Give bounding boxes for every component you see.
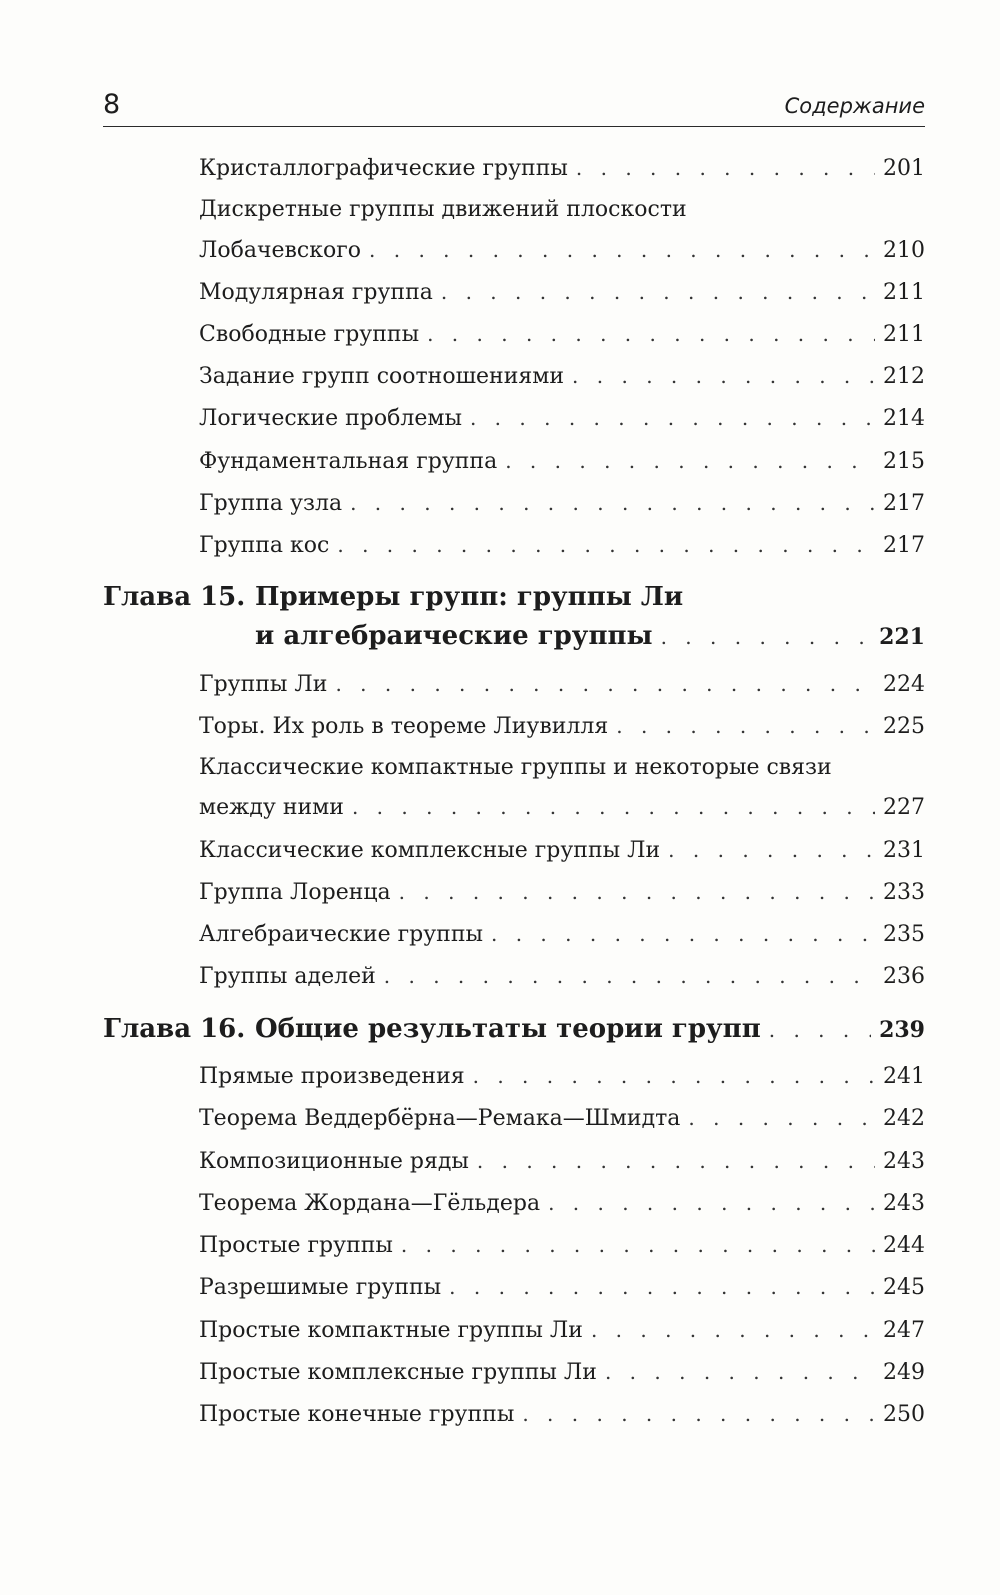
toc-entry-title: Свободные группы	[199, 322, 420, 347]
toc-entry[interactable]	[199, 404, 925, 433]
leader-dots	[399, 878, 875, 906]
toc-entry[interactable]	[199, 320, 925, 349]
leader-dots	[576, 154, 875, 182]
toc-entry[interactable]	[199, 1231, 925, 1260]
toc-entry-page: 243	[883, 1191, 925, 1216]
page-number: 8	[103, 89, 121, 120]
toc-entry-page: 244	[883, 1233, 925, 1258]
toc-entry-page: 235	[883, 922, 925, 947]
leader-dots	[616, 712, 875, 740]
page-header	[103, 82, 925, 127]
toc-entry-title: Фундаментальная группа	[199, 449, 498, 474]
leader-dots	[477, 1147, 875, 1175]
toc-entry[interactable]	[199, 489, 925, 518]
chapter-title-line2: и алгебраические группы	[255, 621, 653, 651]
chapter-entry[interactable]	[255, 1012, 925, 1047]
leader-dots	[441, 278, 875, 306]
toc-entry[interactable]	[199, 1358, 925, 1387]
toc-entry[interactable]	[199, 236, 925, 265]
toc-entry-page: 231	[883, 838, 925, 863]
toc-entry-page: 211	[883, 322, 925, 347]
toc-entry-title: между ними	[199, 795, 344, 820]
chapter-title: Общие результаты теории групп	[255, 1014, 761, 1044]
toc-entry-page: 217	[883, 491, 925, 516]
toc-entry-title: Логические проблемы	[199, 406, 462, 431]
toc-entry-page: 245	[883, 1275, 925, 1300]
toc-entry-page: 243	[883, 1149, 925, 1174]
toc-entry[interactable]	[199, 531, 925, 560]
toc-entry-page: 211	[883, 280, 925, 305]
leader-dots	[769, 1013, 871, 1047]
toc-entry-page: 250	[883, 1402, 925, 1427]
leader-dots	[505, 447, 875, 475]
toc-entry-page: 201	[883, 156, 925, 181]
leader-dots	[335, 670, 875, 698]
toc-entry[interactable]	[199, 1273, 925, 1302]
toc-entry-title: Простые компактные группы Ли	[199, 1318, 583, 1343]
toc-entry[interactable]	[199, 1104, 925, 1133]
leader-dots	[401, 1231, 875, 1259]
toc-entry[interactable]	[199, 836, 925, 865]
toc-entry-title: Простые конечные группы	[199, 1402, 515, 1427]
toc-entry[interactable]	[199, 712, 925, 741]
toc-entry-title: Группа Лоренца	[199, 880, 391, 905]
toc-entry-page: 249	[883, 1360, 925, 1385]
toc-entry-title: Прямые произведения	[199, 1064, 465, 1089]
leader-dots	[384, 962, 875, 990]
chapter-label: Глава 16.	[103, 1014, 246, 1044]
running-title: Содержание	[784, 94, 925, 118]
toc-entry-page: 210	[883, 238, 925, 263]
leader-dots	[491, 920, 875, 948]
leader-dots	[688, 1104, 875, 1132]
toc-entry-title: Простые группы	[199, 1233, 393, 1258]
toc-entry[interactable]	[199, 1189, 925, 1218]
toc-entry-page: 217	[883, 533, 925, 558]
leader-dots	[470, 404, 875, 432]
toc-entry-page: 224	[883, 672, 925, 697]
leader-dots	[369, 236, 875, 264]
leader-dots	[449, 1273, 875, 1301]
toc-entry-page: 247	[883, 1318, 925, 1343]
toc-entry-title: Кристаллографические группы	[199, 156, 568, 181]
toc-entry-page: 233	[883, 880, 925, 905]
toc-entry-title-line1[interactable]: Дискретные группы движений плоскости	[199, 197, 687, 222]
leader-dots	[668, 836, 875, 864]
toc-entry-title: Лобачевского	[199, 238, 362, 263]
leader-dots	[548, 1189, 875, 1217]
toc-entry-page: 236	[883, 964, 925, 989]
toc-entry[interactable]	[199, 447, 925, 476]
leader-dots	[605, 1358, 875, 1386]
leader-dots	[591, 1316, 875, 1344]
toc-entry-title: Модулярная группа	[199, 280, 433, 305]
toc-entry-title: Группы Ли	[199, 672, 328, 697]
chapter-entry[interactable]	[255, 619, 925, 654]
chapter-page: 239	[879, 1017, 925, 1043]
toc-entry-title-line1[interactable]: Классические компактные группы и некоторые связи	[199, 755, 832, 780]
toc-entry-title: Группы аделей	[199, 964, 376, 989]
toc-entry-title: Группа кос	[199, 533, 330, 558]
toc-entry-title: Теорема Жордана—Гёльдера	[199, 1191, 541, 1216]
toc-entry-page: 212	[883, 364, 925, 389]
toc-entry-page: 214	[883, 406, 925, 431]
toc-entry-title: Торы. Их роль в теореме Лиувилля	[199, 714, 609, 739]
toc-entry-page: 241	[883, 1064, 925, 1089]
chapter-label: Глава 15.	[103, 582, 246, 612]
toc-entry-title: Теорема Веддербёрна—Ремака—Шмидта	[199, 1106, 681, 1131]
leader-dots	[572, 362, 875, 390]
toc-entry[interactable]	[199, 920, 925, 949]
toc-entry-title: Разрешимые группы	[199, 1275, 442, 1300]
toc-entry[interactable]	[199, 1400, 925, 1429]
toc-entry-title: Задание групп соотношениями	[199, 364, 565, 389]
leader-dots	[661, 620, 871, 654]
toc-entry[interactable]	[199, 793, 925, 822]
toc-entry[interactable]	[199, 1062, 925, 1091]
toc-entry[interactable]	[199, 362, 925, 391]
leader-dots	[337, 531, 875, 559]
toc-entry-title: Простые комплексные группы Ли	[199, 1360, 597, 1385]
leader-dots	[427, 320, 875, 348]
toc-entry[interactable]	[199, 670, 925, 699]
leader-dots	[350, 489, 875, 517]
leader-dots	[522, 1400, 875, 1428]
toc-entry[interactable]	[199, 1147, 925, 1176]
toc-entry[interactable]	[199, 1316, 925, 1345]
toc-entry[interactable]	[199, 154, 925, 183]
leader-dots	[473, 1062, 875, 1090]
toc-entry-page: 215	[883, 449, 925, 474]
toc-entry-title: Группа узла	[199, 491, 343, 516]
toc-entry-title: Алгебраические группы	[199, 922, 483, 947]
toc-entry-title: Классические комплексные группы Ли	[199, 838, 661, 863]
toc-entry[interactable]	[199, 878, 925, 907]
toc-entry-page: 225	[883, 714, 925, 739]
chapter-page: 221	[879, 624, 925, 650]
chapter-title[interactable]: Примеры групп: группы Ли	[255, 582, 684, 612]
toc-entry[interactable]	[199, 278, 925, 307]
leader-dots	[352, 793, 875, 821]
toc-entry[interactable]	[199, 962, 925, 991]
toc-entry-title: Композиционные ряды	[199, 1149, 469, 1174]
toc-entry-page: 242	[883, 1106, 925, 1131]
toc-entry-page: 227	[883, 795, 925, 820]
